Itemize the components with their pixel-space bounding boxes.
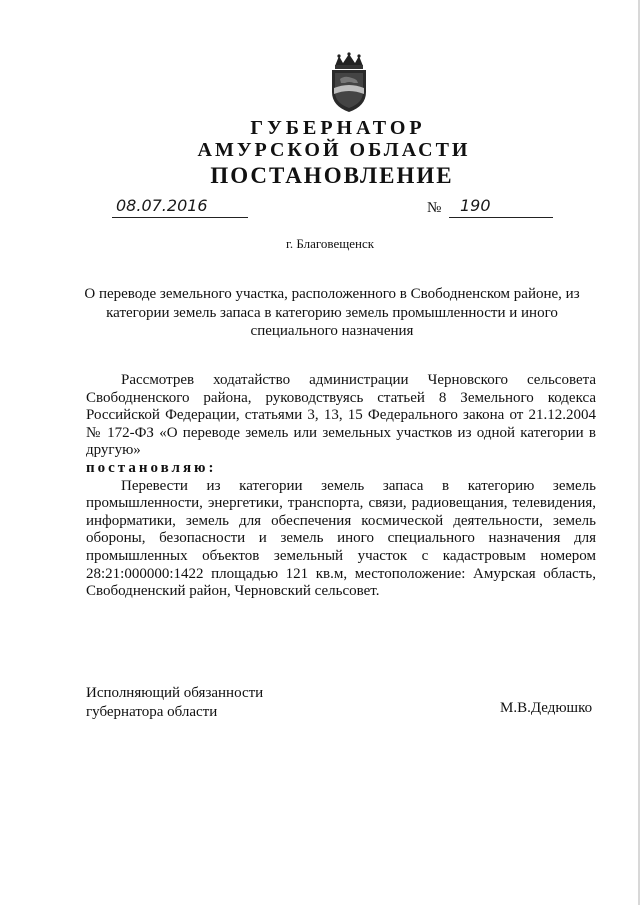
body-paragraph-1: Рассмотрев ходатайство администрации Черновского сельсовета Свободненского района, руководствуясь статьей 8 Земельного кодекса Российской Федерации, статьями 3, 13, 15 Федерального закона от 21.12.2004 № 172-ФЗ «О переводе земель или земельных участков из одной категории в другую» [86, 372, 596, 459]
signatory-position-line-2: губернатора области [86, 704, 218, 720]
signatory-name: М.В.Дедюшко [500, 700, 593, 716]
decree-word: постановляю: [86, 459, 217, 476]
document-body [86, 372, 596, 601]
body-paragraph-2: Перевести из категории земель запаса в категорию земель промышленности, энергетики, транспорта, связи, радиовещания, телевидения, информатики, земель для обеспечения космической деятельности, земель обороны, безопасности и земель иного специального назначения для промышленных объектов земельный участок с кадастровым номером 28:21:000000:1422 площадью 121 кв.м, местоположение: Амурская область, Свободненский район, Черновский сельсовет. [86, 477, 596, 600]
amur-coat-of-arms-icon [327, 52, 371, 114]
issuer-region: АМУРСКОЙ ОБЛАСТИ [197, 139, 471, 161]
issuer-title: ГУБЕРНАТОР [250, 117, 426, 139]
document-number: 190 [460, 196, 491, 215]
signatory-position-line-1: Исполняющий обязанности [86, 685, 264, 701]
document-subject: О переводе земельного участка, расположенного в Свободненском районе, из категории земель запаса в категорию земель промышленности и иного специального назначения [84, 286, 580, 339]
date-underline [112, 217, 248, 218]
city-label: г. Благовещенск [285, 236, 375, 251]
number-sign: № [427, 200, 442, 216]
document-date: 08.07.2016 [116, 196, 208, 215]
document-type-title: ПОСТАНОВЛЕНИЕ [210, 163, 454, 188]
number-underline [449, 217, 553, 218]
signatory-position [86, 684, 263, 722]
